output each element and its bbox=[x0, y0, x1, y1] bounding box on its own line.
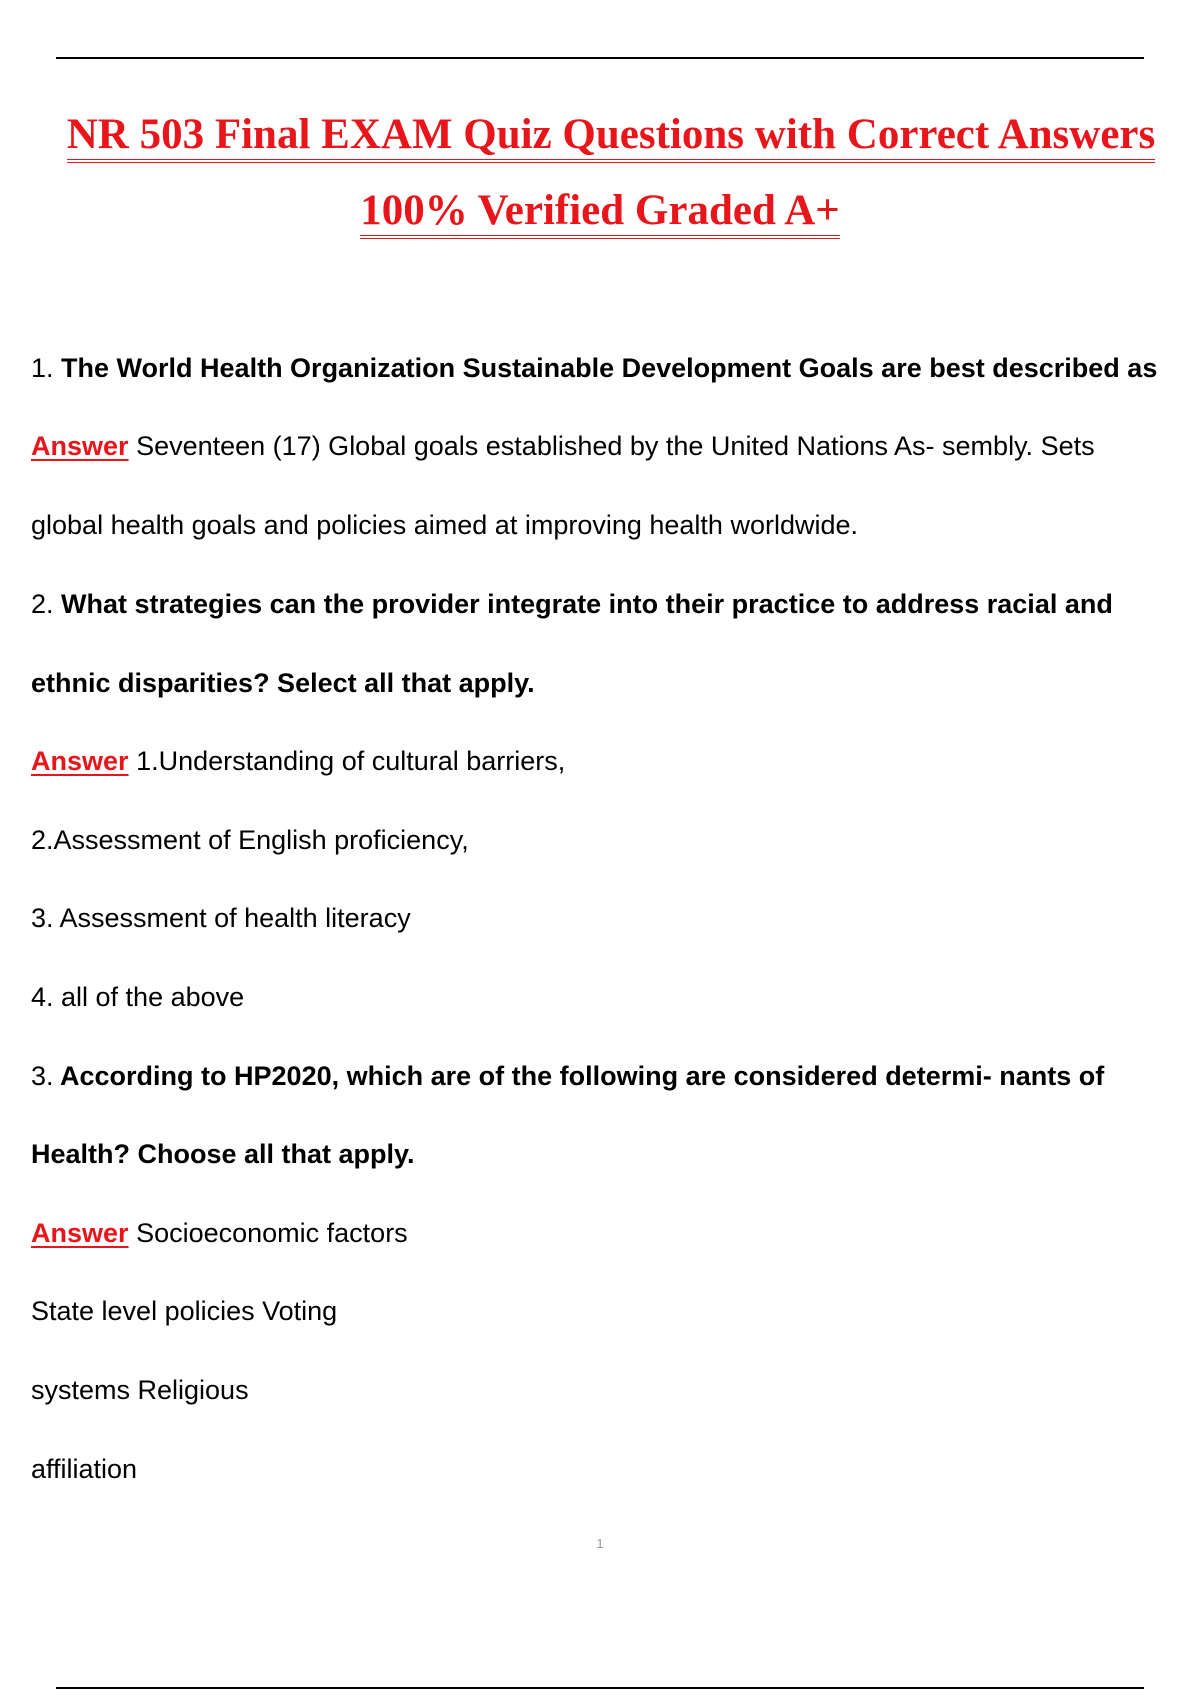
answer-3-line-2: State level policies Voting bbox=[31, 1296, 338, 1326]
question-3-line-2: Health? Choose all that apply. bbox=[31, 1139, 415, 1169]
question-2 bbox=[31, 586, 1113, 622]
question-text: According to HP2020, which are of the following are considered determi- nants of bbox=[60, 1061, 1105, 1091]
answer-label: Answer bbox=[31, 746, 129, 776]
question-number: 2. bbox=[31, 589, 54, 619]
answer-3-line-3: systems Religious bbox=[31, 1375, 249, 1405]
answer-2-line-4: 4. all of the above bbox=[31, 982, 245, 1012]
answer-3-line-1 bbox=[31, 1215, 408, 1251]
answer-text: Socioeconomic factors bbox=[136, 1218, 408, 1248]
answer-1-line-2: global health goals and policies aimed at improving health worldwide. bbox=[31, 510, 858, 540]
question-number: 3. bbox=[31, 1061, 54, 1091]
top-rule bbox=[56, 57, 1144, 59]
document-title-line-2: 100% Verified Graded A+ bbox=[0, 186, 1200, 239]
question-text: The World Health Organization Sustainable Development Goals are best described as bbox=[61, 353, 1158, 383]
answer-2-line-3: 3. Assessment of health literacy bbox=[31, 903, 411, 933]
question-1 bbox=[31, 350, 1157, 386]
page-number: 1 bbox=[596, 1536, 604, 1551]
answer-text: 1.Understanding of cultural barriers, bbox=[136, 746, 566, 776]
document-title-line-1: NR 503 Final EXAM Quiz Questions with Correct Answers bbox=[0, 110, 1200, 163]
question-number: 1. bbox=[31, 353, 54, 383]
answer-3-line-4: affiliation bbox=[31, 1454, 138, 1484]
question-3 bbox=[31, 1058, 1104, 1094]
answer-label: Answer bbox=[31, 431, 129, 461]
answer-text: Seventeen (17) Global goals established by the United Nations As- sembly. Sets bbox=[136, 431, 1095, 461]
bottom-rule bbox=[56, 1687, 1144, 1689]
answer-2-line-2: 2.Assessment of English proficiency, bbox=[31, 825, 469, 855]
answer-1-line-1 bbox=[31, 428, 1095, 464]
question-text: What strategies can the provider integrate into their practice to address racial and bbox=[61, 589, 1113, 619]
answer-2-line-1 bbox=[31, 743, 565, 779]
answer-label: Answer bbox=[31, 1218, 129, 1248]
question-2-line-2: ethnic disparities? Select all that apply. bbox=[31, 668, 535, 698]
